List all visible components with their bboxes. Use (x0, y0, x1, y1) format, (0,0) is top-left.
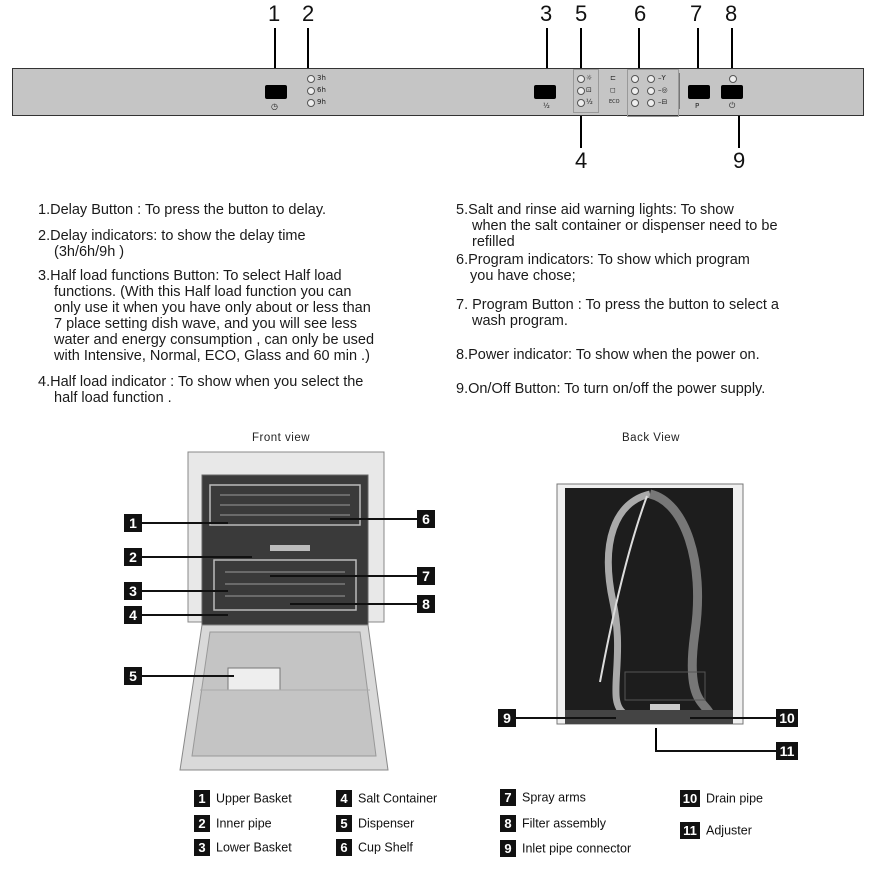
desc-3-line-3: only use it when you have only about or less than (54, 300, 371, 316)
panel-number-2: 2 (302, 1, 315, 26)
intensive-icon: ⊏ (610, 74, 616, 82)
legend-item: 3 Lower Basket (194, 839, 292, 856)
legend-item: 4 Salt Container (336, 790, 437, 807)
back-view-illustration (555, 482, 747, 742)
program-led-3 (631, 99, 639, 107)
half-load-led (577, 99, 585, 107)
desc-4-line-1: 4.Half load indicator : To show when you select the (38, 374, 364, 390)
on-off-button[interactable] (721, 85, 743, 99)
program-button-label: P (695, 102, 700, 110)
panel-number-6: 6 (634, 1, 647, 26)
desc-2-line-1: 2.Delay indicators: to show the delay time (38, 228, 306, 244)
normal-icon: ◻ (610, 86, 616, 94)
legend-item: 1 Upper Basket (194, 790, 292, 807)
callout-8: 8 (417, 595, 435, 613)
desc-3 (38, 268, 374, 364)
desc-3-line-5: water and energy consumption , can only be used (54, 332, 375, 348)
power-icon: ⏻ (729, 101, 736, 110)
desc-7 (456, 297, 779, 329)
legend-item: 10 Drain pipe (680, 790, 763, 807)
callout-1: 1 (124, 514, 142, 532)
callout-9: 9 (498, 709, 516, 727)
desc-5-line-3: refilled (472, 234, 515, 250)
divider (679, 73, 680, 109)
legend-item: 9 Inlet pipe connector (500, 840, 631, 857)
desc-4-line-2: half load function . (54, 390, 172, 406)
callout-6: 6 (417, 510, 435, 528)
legend-item: 7 Spray arms (500, 789, 586, 806)
desc-7-line-1: 7. Program Button : To press the button to select a (456, 297, 779, 313)
program-led-2 (631, 87, 639, 95)
desc-3-line-1: 3.Half load functions Button: To select Half load (38, 268, 342, 284)
back-view-title: Back View (622, 432, 680, 444)
program-led-6 (647, 99, 655, 107)
panel-number-9: 9 (733, 148, 746, 173)
panel-number-4: 4 (575, 148, 588, 173)
desc-5 (456, 202, 778, 250)
power-indicator-led (729, 75, 737, 83)
salt-icon: ☼ (586, 74, 593, 82)
delay-label-6h: 6h (317, 86, 326, 94)
desc-7-line-2: wash program. (472, 313, 568, 329)
desc-6-line-1: 6.Program indicators: To show which program (456, 252, 750, 268)
desc-3-line-6: with Intensive, Normal, ECO, Glass and 60 min .) (54, 348, 370, 364)
desc-2-line-2: (3h/6h/9h ) (54, 244, 125, 260)
legend-item: 5 Dispenser (336, 815, 414, 832)
delay-led-6h (307, 87, 315, 95)
delay-led-9h (307, 99, 315, 107)
desc-3-line-4: 7 place setting dish wave, and you will see less (54, 316, 358, 332)
callout-3: 3 (124, 582, 142, 600)
half-load-indicator-symbol: ½ (586, 98, 593, 106)
half-load-symbol: ½ (543, 102, 550, 110)
legend-item: 8 Filter assembly (500, 815, 606, 832)
panel-number-5: 5 (575, 1, 588, 26)
desc-9: 9.On/Off Button: To turn on/off the power supply. (456, 381, 766, 397)
callout-11: 11 (776, 742, 798, 760)
eco-label: ECO (609, 99, 620, 105)
callout-2: 2 (124, 548, 142, 566)
panel-number-1: 1 (268, 1, 281, 26)
desc-6-line-2: you have chose; (470, 268, 576, 284)
control-panel (12, 68, 864, 116)
panel-number-3: 3 (540, 1, 553, 26)
callout-5: 5 (124, 667, 142, 685)
desc-1: 1.Delay Button : To press the button to delay. (38, 202, 327, 218)
delay-label-3h: 3h (317, 74, 326, 82)
panel-number-7: 7 (690, 1, 703, 26)
program-button[interactable] (688, 85, 710, 99)
desc-2 (38, 228, 306, 260)
program-led-5 (647, 87, 655, 95)
callout-7: 7 (417, 567, 435, 585)
desc-3-line-2: functions. (With this Half load function you can (54, 284, 352, 300)
program-led-1 (631, 75, 639, 83)
legend-item: 11 Adjuster (680, 822, 752, 839)
front-view-title: Front view (252, 432, 311, 444)
panel-number-8: 8 (725, 1, 738, 26)
delay-label-9h: 9h (317, 98, 326, 106)
desc-5-line-2: when the salt container or dispenser need to be (472, 218, 778, 234)
desc-8: 8.Power indicator: To show when the power on. (456, 347, 760, 363)
quick-icon: –◎ (658, 86, 668, 94)
rinse-warning-led (577, 87, 585, 95)
callout-10: 10 (776, 709, 798, 727)
desc-4 (38, 374, 363, 406)
delay-button[interactable] (265, 85, 287, 99)
salt-warning-led (577, 75, 585, 83)
legend-item: 2 Inner pipe (194, 815, 272, 832)
desc-6 (456, 252, 750, 284)
rinse-icon: –⊟ (658, 98, 668, 106)
rinse-aid-icon: ⊡ (586, 86, 592, 94)
desc-5-line-1: 5.Salt and rinse aid warning lights: To show (456, 202, 734, 218)
program-led-4 (647, 75, 655, 83)
callout-4: 4 (124, 606, 142, 624)
glass-icon: –Y (658, 74, 666, 82)
half-load-button[interactable] (534, 85, 556, 99)
clock-icon: ◷ (271, 102, 278, 111)
delay-led-3h (307, 75, 315, 83)
legend-item: 6 Cup Shelf (336, 839, 413, 856)
